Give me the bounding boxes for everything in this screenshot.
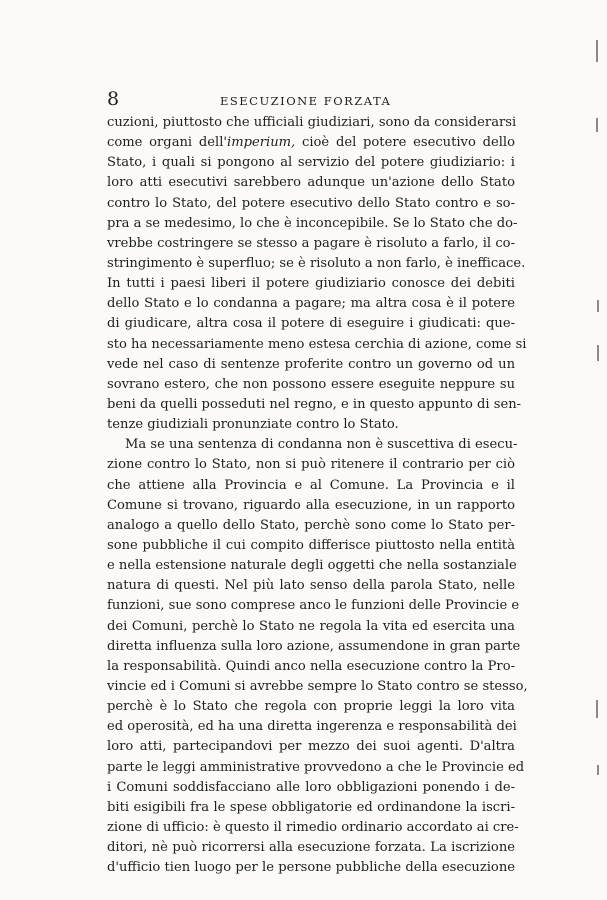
text-line: vede nel caso di sentenze proferite contro un governo od un [107,356,515,372]
text-line: zione di ufficio: è questo il rimedio ordinario accordato ai cre- [107,819,519,835]
text-line: loro atti esecutivi sarebbero adunque un'azione dello Stato [107,175,515,191]
text-line: stringimento è superfluo; se è risoluto a non farlo, è inefficace. [107,255,526,271]
text-line: e nella estensione naturale degli oggetti che nella sostanziale [107,558,517,574]
text-line: Ma se una sentenza di condanna non è suscettiva di esecu- [125,437,518,453]
italic-term: imperium, [227,135,296,151]
text-line: ed operosità, ed ha una diretta ingerenza e responsabilità dei [107,719,517,735]
text-line: analogo a quello dello Stato, perchè sono come lo Stato per- [107,517,515,533]
scan-mark [597,765,599,775]
text-line: parte le leggi amministrative provvedono a che le Provincie ed [107,759,525,775]
text-line: natura di questi. Nel più lato senso della parola Stato, nelle [107,578,515,594]
text-line: loro atti, partecipandovi per mezzo dei suoi agenti. D'altra [107,739,515,755]
text-line: dello Stato e lo condanna a pagare; ma altra cosa è il potere [107,296,515,312]
text-line: ditori, nè può ricorrersi alla esecuzione forzata. La iscrizione [107,840,515,856]
text-line: sto ha necessariamente meno estesa cerchia di azione, come si [107,336,527,352]
text-line: beni da quelli posseduti nel regno, e in questo appunto di sen- [107,396,522,412]
text-line: pra a se medesimo, lo che è inconcepibile. Se lo Stato che do- [107,215,518,231]
text-line: Comune si trovano, riguardo alla esecuzione, in un rapporto [107,497,515,513]
text-line: Stato, i quali si pongono al servizio del potere giudiziario: i [107,155,515,171]
text-line: dei Comuni, perchè lo Stato ne regola la vita ed esercita una [107,618,515,634]
text-line: sovrano estero, che non possono essere eseguite neppure su [107,376,515,392]
text-line: vrebbe costringere se stesso a pagare è risoluto a farlo, il co- [107,235,515,251]
text-line: biti esigibili fra le spese obbligatorie ed ordinandone la iscri- [107,799,515,815]
text-line: sone pubbliche il cui compito differisce piuttosto nella entità [107,537,515,553]
text-line: che attiene alla Provincia e al Comune. La Provincia e il [107,477,515,493]
text-line: vincie ed i Comuni si avrebbe sempre lo Stato contro se stesso, [107,678,528,694]
text-line: cuzioni, piuttosto che ufficiali giudiziari, sono da considerarsi [107,115,517,130]
text-line: la responsabilità. Quindi anco nella esecuzione contro la Pro- [107,658,515,674]
scan-mark [596,40,598,62]
scan-mark [596,118,598,132]
text-line: zione contro lo Stato, non si può ritenere il contrario per ciò [107,457,515,473]
text-line: perchè è lo Stato che regola con proprie leggi la loro vita [107,699,515,715]
scan-mark [597,345,599,361]
scan-mark [597,300,599,312]
text-line: di giudicare, altra cosa il potere di eseguire i giudicati: que- [107,316,515,332]
text-line: i Comuni soddisfacciano alle loro obbligazioni ponendo i de- [107,779,515,795]
body-text [107,113,528,878]
scan-mark [596,700,598,718]
text-line [107,133,515,153]
running-title: ESECUZIONE FORZATA [220,94,392,108]
text-line: funzioni, sue sono comprese anco le funzioni delle Provincie e [107,598,520,614]
text-line: d'ufficio tien luogo per le persone pubbliche della esecuzione [107,860,515,876]
text-segment: cioè del potere esecutivo dello [295,135,516,151]
text-line: diretta influenza sulla loro azione, assumendone in gran parte [107,638,521,654]
page-number: 8 [107,88,120,110]
text-line: In tutti i paesi liberi il potere giudiziario conosce dei debiti [107,276,515,292]
text-line: tenze giudiziali pronunziate contro lo Stato. [107,417,399,433]
text-segment: come organi dell' [107,135,228,151]
text-line: contro lo Stato, del potere esecutivo dello Stato contro e so- [107,195,515,211]
